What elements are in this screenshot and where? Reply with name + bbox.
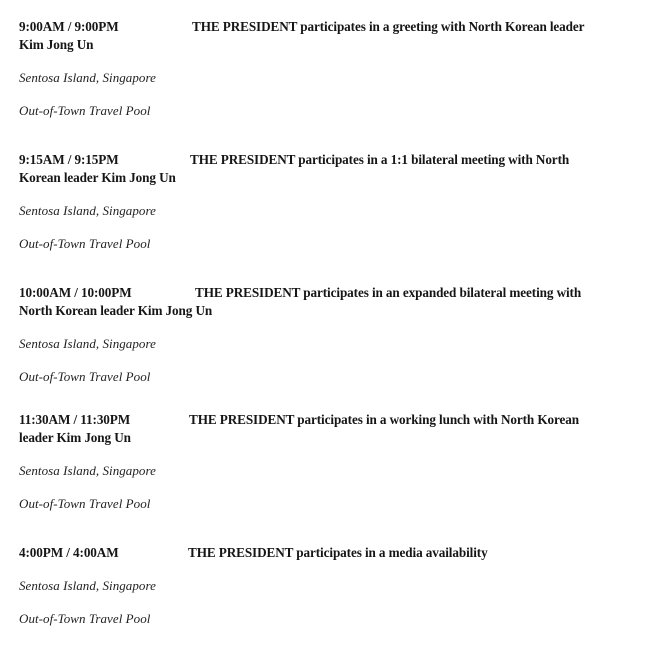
entry-time: 11:30AM / 11:30PM	[19, 412, 131, 427]
schedule-entry	[0, 544, 656, 635]
entry-location: Sentosa Island, Singapore	[19, 203, 156, 218]
entry-description: THE PRESIDENT participates in a 1:1 bilateral meeting with North Korean leader Kim Jong Un	[19, 152, 570, 185]
entry-meta	[0, 569, 656, 635]
schedule-entry	[0, 18, 656, 127]
entry-description: THE PRESIDENT participates in an expanded bilateral meeting with North Korean leader Kim Jong Un	[19, 285, 582, 318]
entry-time: 4:00PM / 4:00AM	[19, 545, 119, 560]
entry-meta	[0, 194, 656, 260]
entry-location: Sentosa Island, Singapore	[19, 463, 156, 478]
entry-description: THE PRESIDENT participates in a greeting with North Korean leader Kim Jong Un	[19, 19, 585, 52]
entry-coverage: Out-of-Town Travel Pool	[19, 369, 151, 384]
schedule-entry	[0, 411, 656, 520]
entry-headline	[0, 284, 656, 320]
entry-coverage: Out-of-Town Travel Pool	[19, 611, 151, 626]
entry-time: 9:00AM / 9:00PM	[19, 19, 119, 34]
entry-description: THE PRESIDENT participates in a media availability	[188, 545, 488, 560]
schedule-entry	[0, 151, 656, 260]
entry-meta	[0, 327, 656, 393]
entry-coverage: Out-of-Town Travel Pool	[19, 103, 151, 118]
entry-time: 9:15AM / 9:15PM	[19, 152, 119, 167]
entry-headline	[0, 18, 656, 54]
entry-location: Sentosa Island, Singapore	[19, 70, 156, 85]
entry-location: Sentosa Island, Singapore	[19, 336, 156, 351]
schedule-entry	[0, 284, 656, 393]
entry-time: 10:00AM / 10:00PM	[19, 285, 132, 300]
entry-meta	[0, 61, 656, 127]
entry-coverage: Out-of-Town Travel Pool	[19, 236, 151, 251]
entry-coverage: Out-of-Town Travel Pool	[19, 496, 151, 511]
entry-headline	[0, 411, 656, 447]
entry-headline	[0, 544, 656, 562]
entry-headline	[0, 151, 656, 187]
entry-meta	[0, 454, 656, 520]
entry-location: Sentosa Island, Singapore	[19, 578, 156, 593]
entry-description: THE PRESIDENT participates in a working lunch with North Korean leader Kim Jong Un	[19, 412, 579, 445]
